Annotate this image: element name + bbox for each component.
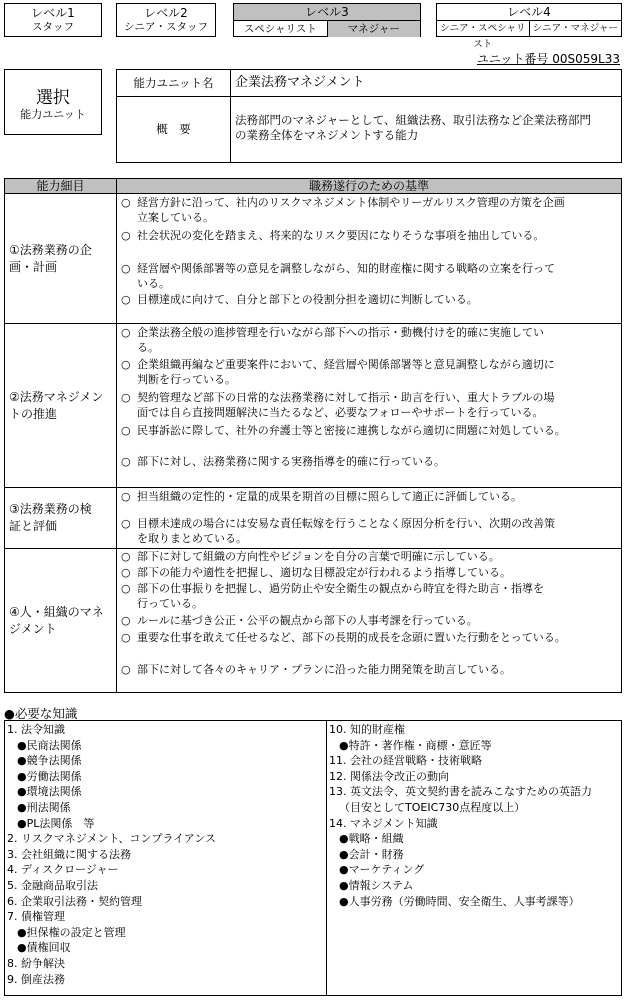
unit-name: 企業法務マネジメント xyxy=(231,70,621,97)
knowledge-item: 3. 会社組織に関する法務 xyxy=(7,847,131,861)
knowledge-right-column xyxy=(327,721,621,995)
criterion-item: ○ 目標達成に向けて、自分と部下との役割分担を適切に判断している。 xyxy=(121,293,478,306)
unit-number: ユニット番号 00S059L33 xyxy=(476,52,620,66)
criterion-item: ○ 契約管理など部下の日常的な法務業務に対して指示・助言を行い、重大トラブルの場 面では自ら直接問題解決に当たるなど、必要なフォローやサポートを行っている。 xyxy=(121,391,555,419)
area-line: ③法務業務の検 xyxy=(9,502,92,516)
area-label-3 xyxy=(9,488,117,548)
area-cell-3 xyxy=(4,487,117,549)
knowledge-subitem: ●特許・著作権・商標・意匠等 xyxy=(339,738,492,752)
criterion-item: ○ 経営層や関係部署等の意見を調整しながら、知的財産権に関する戦略の立案を行って いる。 xyxy=(121,262,555,290)
summary-label: 概 要 xyxy=(117,97,231,162)
knowledge-table xyxy=(4,720,622,996)
knowledge-subitem: ●人事労務（労働時間、安全衛生、人事考課等） xyxy=(339,894,580,908)
knowledge-item: 14. マネジメント知識 xyxy=(329,816,438,830)
level-3-sub-specialist: スペシャリスト xyxy=(234,21,328,37)
criterion-item: ○ 部下に対し、法務業務に関する実務指導を的確に行っている。 xyxy=(121,455,445,468)
criteria-cell-2 xyxy=(116,323,622,488)
area-cell-4 xyxy=(4,548,117,693)
knowledge-item: 6. 企業取引法務・契約管理 xyxy=(7,894,142,908)
area-cell-1 xyxy=(4,193,117,324)
knowledge-subitem: ●民商法関係 xyxy=(17,738,82,752)
level-4-box xyxy=(436,3,622,50)
criterion-item: ○ 社会状況の変化を踏まえ、将来的なリスク要因になりそうな事項を抽出している。 xyxy=(121,229,545,242)
knowledge-item: 11. 会社の経営戦略・技術戦略 xyxy=(329,754,482,768)
criterion-item: ○ 部下の仕事振りを把握し、過労防止や安全衛生の観点から時宜を得た助言・指導を 行っている。 xyxy=(121,582,544,610)
knowledge-subitem: ●戦略・組織 xyxy=(339,832,404,846)
knowledge-subitem: ●PL法関係 等 xyxy=(17,816,95,830)
area-line: 証と評価 xyxy=(9,519,58,533)
criterion-item: ○ 企業法務全般の進捗管理を行いながら部下への指示・動機付けを的確に実施してい る。 xyxy=(121,326,544,354)
unit-name-label: 能力ユニット名 xyxy=(117,70,231,97)
criterion-item: ○ 民事訴訟に際して、社外の弁護士等と密接に連携しながら適切に問題に対処している。 xyxy=(121,424,566,437)
knowledge-subitem: ●担保権の設定と管理 xyxy=(17,925,126,939)
area-line: ④人・組織のマネ xyxy=(9,604,104,619)
knowledge-item: 8. 紛争解決 xyxy=(7,956,65,970)
criterion-item: ○ 担当組織の定性的・定量的成果を期首の目標に照らして適正に評価している。 xyxy=(121,490,522,503)
summary-text xyxy=(231,97,621,162)
criterion-item: ○ 経営方針に沿って、社内のリスクマネジメント体制やリーガルリスク管理の方策を企画 立案している。 xyxy=(121,196,565,224)
criterion-item: ○ ルールに基づき公正・公平の観点から部下の人事考課を行っている。 xyxy=(121,614,478,627)
criterion-item: ○ 部下の能力や適性を把握し、適切な目標設定が行われるよう指導している。 xyxy=(121,566,511,579)
col-header-area: 能力細目 xyxy=(4,178,117,194)
criterion-item: ○ 部下に対して組織の方向性やビジョンを自分の言葉で明確に示している。 xyxy=(121,550,500,563)
knowledge-subitem: （目安としてTOEIC730点程度以上） xyxy=(339,800,526,814)
summary-line: の業務全体をマネジメントする能力 xyxy=(235,128,419,142)
knowledge-subitem: ●競争法関係 xyxy=(17,754,82,768)
knowledge-item: 9. 倒産法務 xyxy=(7,972,65,986)
knowledge-item: 12. 関係法令改正の動向 xyxy=(329,769,449,783)
level-1-box xyxy=(4,3,102,37)
knowledge-item: 4. ディスクロージャー xyxy=(7,863,119,877)
area-line: ジメント xyxy=(9,621,57,636)
knowledge-left-column xyxy=(5,721,327,995)
criterion-item: ○ 部下に対して各々のキャリア・プランに沿った能力開発策を助言している。 xyxy=(121,663,511,676)
knowledge-item: 1. 法令知識 xyxy=(7,723,65,736)
criterion-item: ○ 企業組織再編など重要案件において、経営層や関係部署等と意見調整しながら適切に 判断を行っている。 xyxy=(121,358,555,386)
selection-sub: 能力ユニット xyxy=(20,108,86,121)
knowledge-item: 10. 知的財産権 xyxy=(329,723,405,736)
criterion-item: ○ 目標未達成の場合には安易な責任転嫁を行うことなく原因分析を行い、次期の改善策 を取りまとめている。 xyxy=(121,517,555,545)
level-2-box xyxy=(116,3,216,37)
knowledge-item: 13. 英文法令、英文契約書を読みこなすための英語力 xyxy=(329,785,592,799)
criteria-cell-4 xyxy=(116,548,622,693)
area-line: トの推進 xyxy=(9,406,58,421)
knowledge-subitem: ●債権回収 xyxy=(17,941,71,955)
area-label-2 xyxy=(9,324,117,487)
knowledge-subitem: ●マーケティング xyxy=(339,863,425,877)
knowledge-subitem: ●刑法関係 xyxy=(17,800,71,814)
knowledge-subitem: ●労働法関係 xyxy=(17,769,82,783)
criteria-table xyxy=(4,178,622,693)
knowledge-heading: ●必要な知識 xyxy=(4,706,78,721)
knowledge-subitem: ●環境法関係 xyxy=(17,785,82,799)
level-4-sub-manager: シニア・マネジャー xyxy=(532,23,618,34)
area-line: 画・計画 xyxy=(9,259,58,274)
level-3-box xyxy=(233,3,421,37)
summary-line: 法務部門のマネジャーとして、組織法務、取引法務など企業法務部門 xyxy=(235,113,592,127)
knowledge-subitem: ●情報システム xyxy=(339,878,414,892)
unit-info-table xyxy=(116,69,622,163)
area-cell-2 xyxy=(4,323,117,488)
level-4-sub-specialist: シニア・スペシャリスト xyxy=(437,21,530,37)
level-3-sub-manager: マネジャー xyxy=(328,21,421,37)
level-1-sub: スタッフ xyxy=(32,21,74,33)
criterion-item: ○ 重要な仕事を敢えて任せるなど、部下の長期的成長を念頭に置いた行動をとっている。 xyxy=(121,631,566,644)
level-1-title: レベル1 xyxy=(31,6,75,20)
col-header-criteria: 職務遂行のための基準 xyxy=(116,178,622,194)
selection-title: 選択 xyxy=(36,88,70,108)
knowledge-item: 2. リスクマネジメント、コンプライアンス xyxy=(7,832,217,846)
level-4-title: レベル4 xyxy=(437,4,621,21)
criteria-cell-3 xyxy=(116,487,622,549)
knowledge-subitem: ●会計・財務 xyxy=(339,847,404,861)
level-2-sub: シニア・スタッフ xyxy=(124,21,208,33)
level-2-title: レベル2 xyxy=(144,6,188,20)
area-label-1 xyxy=(9,194,117,323)
area-line: ①法務業務の企 xyxy=(9,242,92,257)
level-3-title: レベル3 xyxy=(234,4,420,21)
criteria-cell-1 xyxy=(116,193,622,324)
area-label-4 xyxy=(9,549,117,692)
knowledge-item: 5. 金融商品取引法 xyxy=(7,878,98,892)
area-line: ②法務マネジメン xyxy=(9,389,104,404)
selection-box xyxy=(4,69,102,135)
knowledge-item: 7. 債権管理 xyxy=(7,910,65,924)
